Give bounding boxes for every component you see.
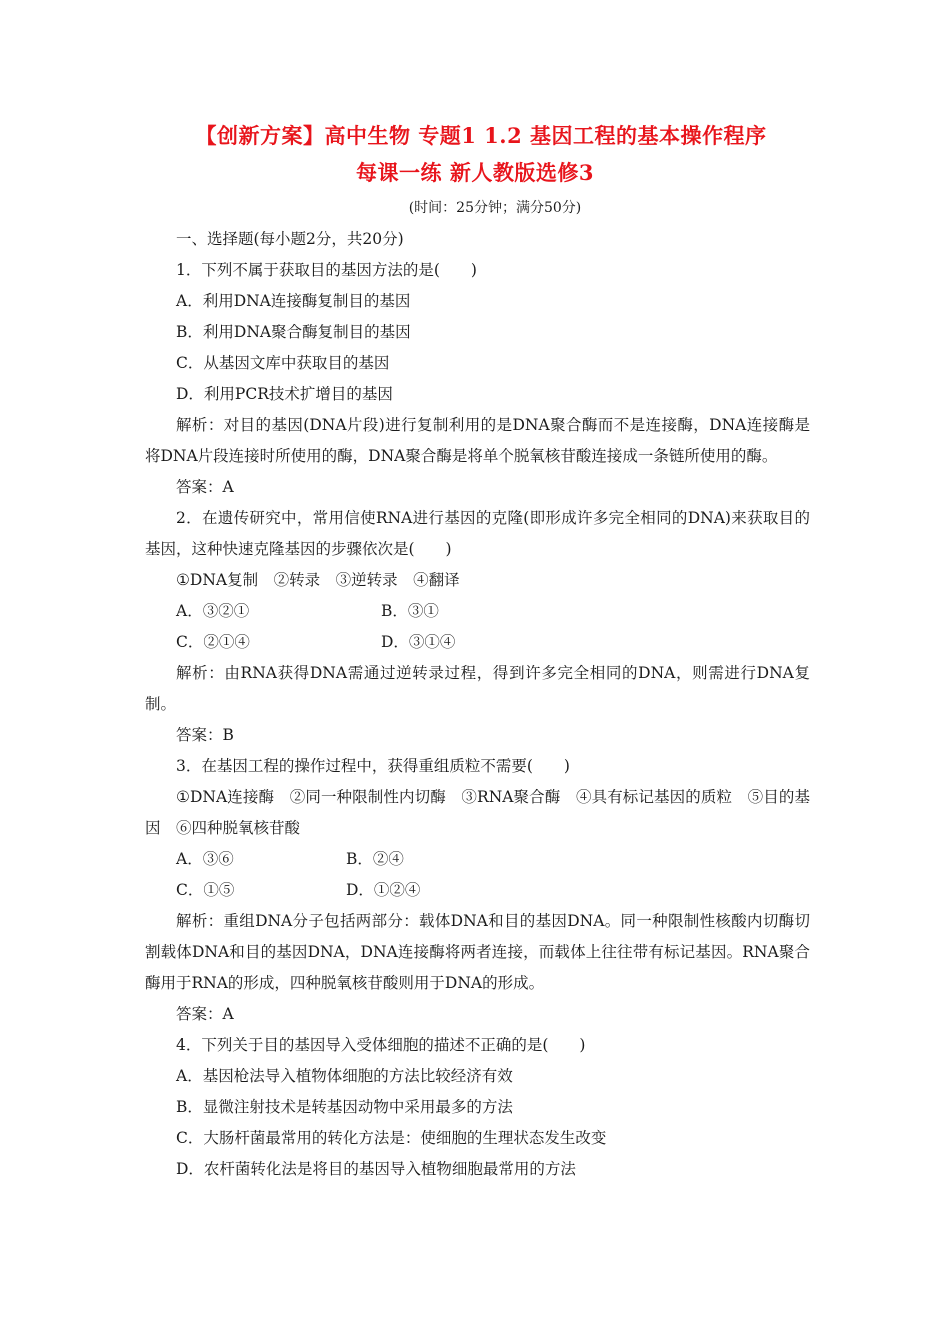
q1-option-a: A．利用DNA连接酶复制目的基因 [176,292,411,310]
q2-analysis: 解析：由RNA获得DNA需通过逆转录过程，得到许多完全相同的DNA，则需进行DNA复制。 [145,664,810,713]
q3-stem: 3．在基因工程的操作过程中，获得重组质粒不需要( ) [176,757,570,775]
q2-items: ①DNA复制 ②转录 ③逆转录 ④翻译 [176,571,460,589]
q3-option-b: B．②④ [346,850,404,868]
q3-option-c: C．①⑤ [176,881,235,899]
q4-stem: 4．下列关于目的基因导入受体细胞的描述不正确的是( ) [176,1036,586,1054]
document-title-line-2: 每课一练 新人教版选修3 [356,160,594,185]
q2-options-row-2 [145,627,810,658]
q3-option-a: A．③⑥ [176,850,234,868]
q2-answer: 答案：B [176,726,234,744]
q1-answer: 答案：A [176,478,234,496]
q3-options-row-2 [145,875,810,906]
q1-option-d: D．利用PCR技术扩增目的基因 [176,385,393,403]
q2-option-c: C．②①④ [176,633,250,651]
q4-option-a: A．基因枪法导入植物体细胞的方法比较经济有效 [176,1067,513,1085]
section-heading: 一、选择题(每小题2分，共20分) [176,230,404,248]
q2-stem: 2．在遗传研究中，常用信使RNA进行基因的克隆(即形成许多完全相同的DNA)来获取目的基因，这种快速克隆基因的步骤依次是( ) [145,509,810,558]
q1-stem: 1．下列不属于获取目的基因方法的是( ) [176,261,477,279]
q2-option-b: B．③① [381,602,439,620]
q3-answer: 答案：A [176,1005,234,1023]
q4-option-b: B．显微注射技术是转基因动物中采用最多的方法 [176,1098,513,1116]
q1-option-c: C．从基因文库中获取目的基因 [176,354,390,372]
q3-option-d: D．①②④ [346,881,421,899]
q2-option-a: A．③②① [176,602,250,620]
document-body [145,224,810,1185]
q4-option-d: D．农杆菌转化法是将目的基因导入植物细胞最常用的方法 [176,1160,576,1178]
q1-analysis: 解析：对目的基因(DNA片段)进行复制利用的是DNA聚合酶而不是连接酶，DNA连接酶是将DNA片段连接时所使用的酶，DNA聚合酶是将单个脱氧核苷酸连接成一条链所使用的酶。 [145,416,810,465]
q2-options-row-1 [145,596,810,627]
q3-analysis: 解析：重组DNA分子包括两部分：载体DNA和目的基因DNA。同一种限制性核酸内切酶切割载体DNA和目的基因DNA，DNA连接酶将两者连接，而载体上往往带有标记基因。RNA聚合酶用于RNA的形成，四种脱氧核苷酸则用于DNA的形成。 [145,912,810,992]
q1-option-b: B．利用DNA聚合酶复制目的基因 [176,323,411,341]
q3-items: ①DNA连接酶 ②同一种限制性内切酶 ③RNA聚合酶 ④具有标记基因的质粒 ⑤目的基因 ⑥四种脱氧核苷酸 [145,788,810,837]
q4-option-c: C．大肠杆菌最常用的转化方法是：使细胞的生理状态发生改变 [176,1129,607,1147]
document-title-line-1: 【创新方案】高中生物 专题1 1.2 基因工程的基本操作程序 [195,123,767,148]
q2-option-d: D．③①④ [381,633,456,651]
time-and-score: (时间：25分钟；满分50分) [408,200,582,216]
q3-options-row-1 [145,844,810,875]
